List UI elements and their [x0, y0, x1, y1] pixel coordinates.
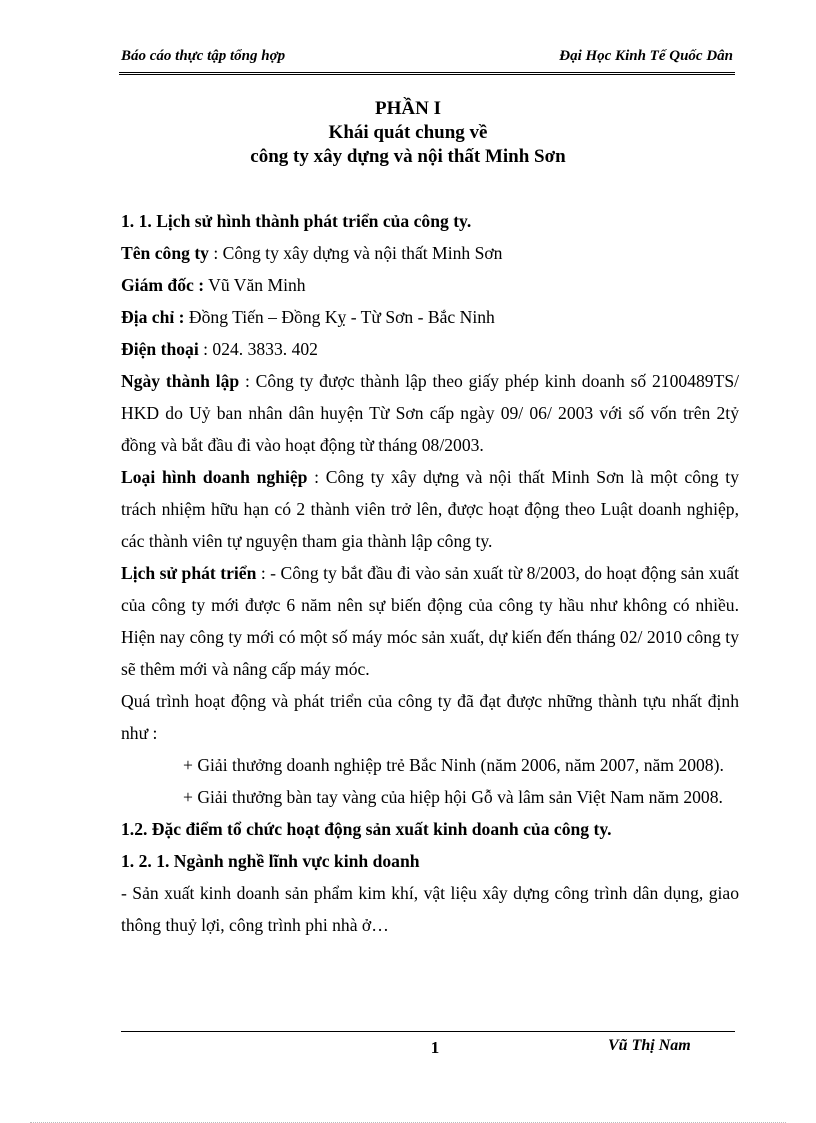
sub-heading-1-2-1: 1. 2. 1. Ngành nghề lĩnh vực kinh doanh [121, 851, 420, 871]
founded-label: Ngày thành lập [121, 371, 240, 391]
director-label: Giám đốc : [121, 275, 205, 295]
section-heading-1-1: 1. 1. Lịch sử hình thành phát triển của công ty. [121, 211, 472, 231]
phone-line [121, 333, 739, 365]
section-heading-1-2: 1.2. Đặc điểm tổ chức hoạt động sản xuất kinh doanh của công ty. [121, 819, 612, 839]
phone-value: : 024. 3833. 402 [198, 339, 318, 359]
address-label: Địa chỉ : [121, 307, 185, 327]
header-report-title: Báo cáo thực tập tổng hợp [121, 48, 286, 64]
history-value: : - Công ty bắt đầu đi vào sản xuất từ 8/2003, do hoạt động sản xuất của công ty mới được 6 năm nên sự biến động của công ty hầu như không có nhiều. Hiện nay công ty mới có một số máy móc sản xuất, dự kiến đến tháng 02/ 2010 công ty sẽ thêm mới và nâng cấp máy móc. [121, 563, 739, 679]
award-item: + Giải thưởng bàn tay vàng của hiệp hội Gỗ và lâm sản Việt Nam năm 2008. [183, 787, 723, 807]
history-paragraph [121, 557, 739, 685]
business-lines-paragraph: - Sản xuất kinh doanh sản phẩm kim khí, vật liệu xây dựng công trình dân dụng, giao thông thuỷ lợi, công trình phi nhà ở… [121, 883, 739, 935]
director-line [121, 269, 739, 301]
address-value: Đồng Tiến – Đồng Kỵ - Từ Sơn - Bắc Ninh [184, 307, 495, 327]
document-body [121, 205, 739, 941]
header-double-rule [119, 72, 735, 75]
company-name-line [121, 237, 739, 269]
part-company-title: công ty xây dựng và nội thất Minh Sơn [250, 146, 566, 167]
footer-author: Vũ Thị Nam [608, 1037, 691, 1054]
award-item: + Giải thưởng doanh nghiệp trẻ Bắc Ninh (năm 2006, năm 2007, năm 2008). [183, 755, 724, 775]
business-type-paragraph [121, 461, 739, 557]
footer-rule [121, 1031, 735, 1032]
page-header [121, 48, 733, 70]
header-university: Đại Học Kinh Tế Quốc Dân [559, 48, 733, 64]
founded-paragraph [121, 365, 739, 461]
address-line [121, 301, 739, 333]
phone-label: Điện thoại [121, 339, 199, 359]
history-label: Lịch sử phát triển [121, 563, 257, 583]
part-title: PHẦN I [375, 98, 441, 119]
achievements-intro: Quá trình hoạt động và phát triển của công ty đã đạt được những thành tựu nhất định như : [121, 691, 739, 743]
business-type-label: Loại hình doanh nghiệp [121, 467, 308, 487]
page-number: 1 [430, 1038, 440, 1057]
founded-value: : Công ty được thành lập theo giấy phép kinh doanh số 2100489TS/ HKD do Uỷ ban nhân dân huyện Từ Sơn cấp ngày 09/ 06/ 2003 với số vốn trên 2tỷ đồng và bắt đầu đi vào hoạt động từ tháng 08/2003. [121, 371, 740, 455]
part-subtitle: Khái quát chung về [328, 122, 488, 143]
director-value: Vũ Văn Minh [204, 275, 306, 295]
company-name-label: Tên công ty [121, 243, 209, 263]
company-name-value: : Công ty xây dựng và nội thất Minh Sơn [208, 243, 503, 263]
business-type-value: : Công ty xây dựng và nội thất Minh Sơn là một công ty trách nhiệm hữu hạn có 2 thành viên trở lên, được hoạt động theo Luật doanh nghiệp, các thành viên tự nguyện tham gia thành lập công ty. [121, 467, 739, 551]
